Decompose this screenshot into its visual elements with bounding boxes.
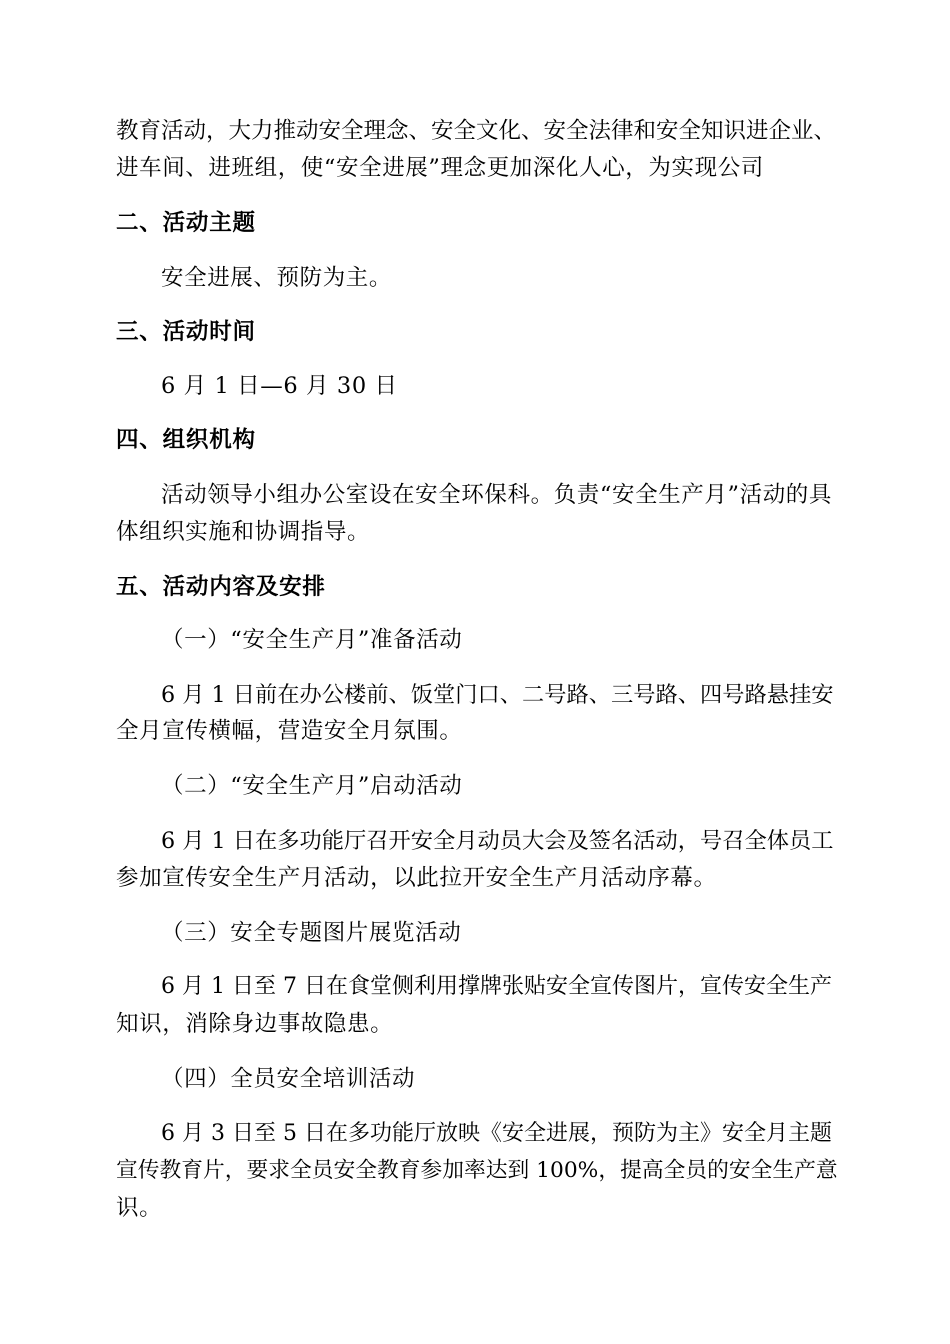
section-heading-theme: 二、活动主题 [116,210,256,236]
subsection-title-1: （一）“安全生产月”准备活动 [161,627,463,653]
section-theme-body: 安全进展、预防为主。 [161,265,393,291]
subsection-2-line-2: 参加宣传安全生产月活动，以此拉开安全生产月活动序幕。 [116,865,717,891]
subsection-title-4: （四）全员安全培训活动 [161,1066,416,1092]
section-heading-organization: 四、组织机构 [116,427,256,453]
subsection-4-line-1: 6 月 3 日至 5 日在多功能厅放映《安全进展，预防为主》安全月主题 [161,1121,832,1146]
section-organization-line-1: 活动领导小组办公室设在安全环保科。负责“安全生产月”活动的具 [161,482,833,508]
subsection-4-line-3: 识。 [116,1195,163,1221]
section-heading-time: 三、活动时间 [116,319,256,345]
section-heading-content: 五、活动内容及安排 [116,574,326,600]
subsection-3-line-2: 知识，消除身边事故隐患。 [116,1011,394,1037]
section-organization-line-2: 体组织实施和协调指导。 [116,519,371,545]
subsection-1-line-1: 6 月 1 日前在办公楼前、饭堂门口、二号路、三号路、四号路悬挂安 [161,682,834,708]
section-time-body: 6 月 1 日—6 月 30 日 [161,373,398,399]
subsection-title-2: （二）“安全生产月”启动活动 [161,773,463,799]
subsection-1-line-2: 全月宣传横幅，营造安全月氛围。 [116,718,463,744]
subsection-4-line-2: 宣传教育片，要求全员安全教育参加率达到 100%，提高全员的安全生产意 [116,1158,838,1183]
subsection-2-line-1: 6 月 1 日在多功能厅召开安全月动员大会及签名活动，号召全体员工 [161,828,834,854]
intro-line-1: 教育活动，大力推动安全理念、安全文化、安全法律和安全知识进企业、 [116,118,837,144]
subsection-3-line-1: 6 月 1 日至 7 日在食堂侧利用撑牌张贴安全宣传图片，宣传安全生产 [161,974,832,999]
subsection-title-3: （三）安全专题图片展览活动 [161,920,462,946]
intro-line-2: 进车间、进班组，使“安全进展”理念更加深化人心，为实现公司 [116,155,764,181]
